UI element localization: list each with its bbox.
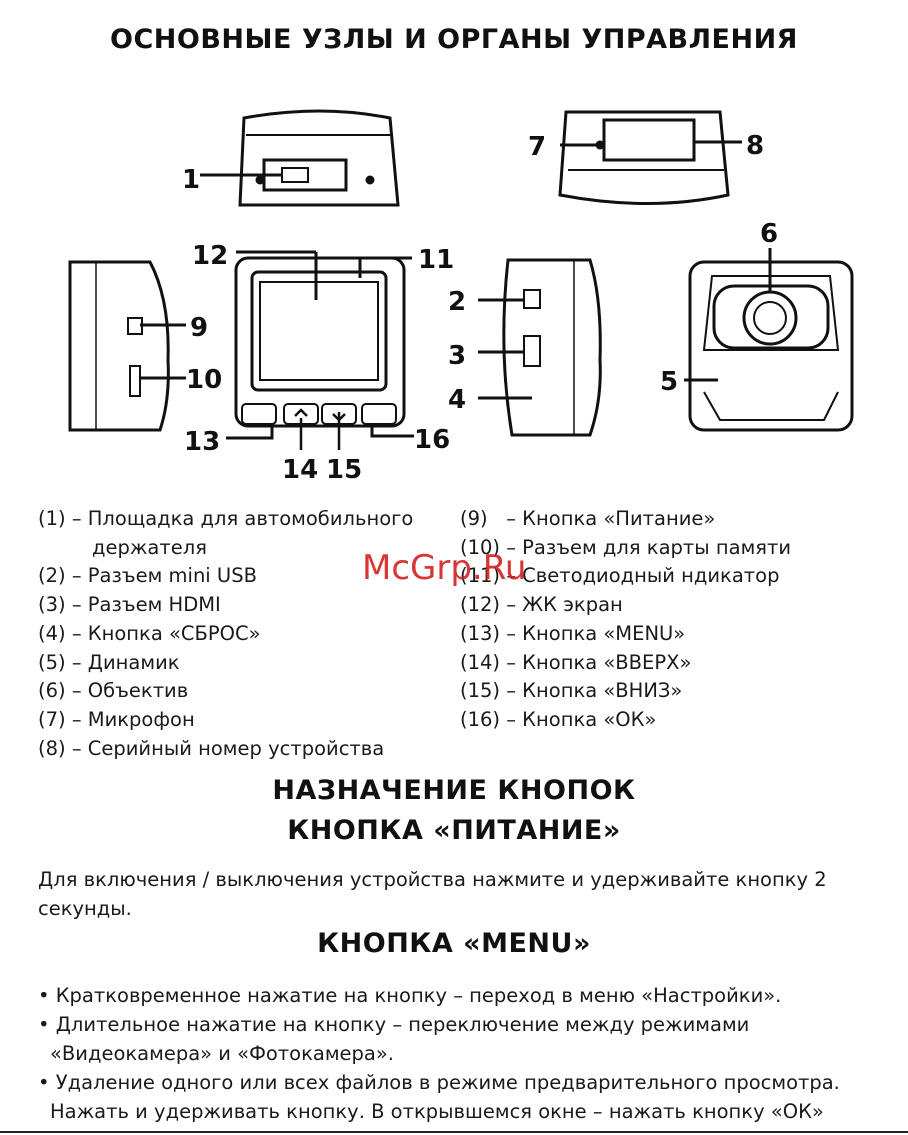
menu-item-3-continued: Нажать и удерживать кнопку. В открывшемся окне – нажать кнопку «ОК»: [50, 1100, 824, 1123]
label-16: 16: [414, 425, 451, 455]
label-14: 14: [282, 455, 319, 485]
part-6: (6) – Объектив: [38, 679, 189, 703]
label-3: 3: [448, 341, 467, 371]
power-description: Для включения / выключения устройства нажмите и удерживайте кнопку 2 секунды.: [38, 868, 827, 920]
footer-divider: [0, 1131, 908, 1133]
part-14: (14) – Кнопка «ВВЕРХ»: [460, 650, 692, 674]
menu-item-1: • Кратковременное нажатие на кнопку – переход в меню «Настройки».: [38, 984, 782, 1007]
part-4: (4) – Кнопка «СБРОС»: [38, 621, 261, 645]
label-15: 15: [326, 455, 363, 485]
part-13: (13) – Кнопка «MENU»: [460, 621, 686, 645]
label-10: 10: [186, 365, 223, 395]
top-view-1: [200, 111, 398, 205]
buttons-heading: НАЗНАЧЕНИЕ КНОПОК: [272, 775, 636, 806]
menu-item-2-continued: «Видеокамера» и «Фотокамера».: [50, 1042, 394, 1065]
menu-description-list: [38, 981, 898, 1126]
left-side-view: [70, 262, 186, 430]
part-11: (11) – Светодиодный ндикатор: [460, 564, 780, 588]
menu-item-3: • Удаление одного или всех файлов в режиме предварительного просмотра.: [38, 1071, 840, 1094]
label-4: 4: [448, 385, 467, 415]
power-heading: КНОПКА «ПИТАНИЕ»: [287, 815, 621, 846]
part-15: (15) – Кнопка «ВНИЗ»: [460, 679, 683, 703]
front-view: [226, 252, 414, 450]
menu-heading: КНОПКА «MENU»: [317, 928, 591, 959]
label-12: 12: [192, 241, 229, 271]
right-side-view: [478, 260, 600, 435]
label-5: 5: [660, 367, 679, 397]
parts-list-right: [460, 505, 900, 735]
menu-item-2: • Длительное нажатие на кнопку – переключение между режимами: [38, 1013, 750, 1036]
part-5: (5) – Динамик: [38, 650, 180, 674]
label-6: 6: [760, 219, 779, 249]
parts-list-left: [38, 505, 458, 763]
part-16: (16) – Кнопка «ОК»: [460, 707, 657, 731]
part-7: (7) – Микрофон: [38, 707, 195, 731]
label-2: 2: [448, 287, 467, 317]
part-8: (8) – Серийный номер устройства: [38, 736, 385, 760]
part-9: (9) – Кнопка «Питание»: [460, 507, 716, 530]
part-10: (10) – Разъем для карты памяти: [460, 535, 792, 559]
label-8: 8: [746, 131, 765, 161]
back-view: [684, 248, 852, 430]
part-1-continued: держателя: [92, 535, 207, 559]
label-7: 7: [528, 132, 547, 162]
label-1: 1: [182, 165, 201, 195]
part-1: (1) – Площадка для автомобильного: [38, 507, 414, 530]
part-2: (2) – Разъем mini USB: [38, 564, 257, 588]
device-diagram: [0, 90, 908, 500]
watermark: McGrp.Ru: [362, 548, 527, 588]
label-13: 13: [184, 427, 221, 457]
top-view-2: [560, 112, 742, 204]
main-heading: ОСНОВНЫЕ УЗЛЫ И ОРГАНЫ УПРАВЛЕНИЯ: [110, 24, 798, 55]
part-3: (3) – Разъем HDMI: [38, 593, 221, 617]
label-11: 11: [418, 245, 455, 275]
part-12: (12) – ЖК экран: [460, 593, 623, 617]
label-9: 9: [190, 313, 209, 343]
